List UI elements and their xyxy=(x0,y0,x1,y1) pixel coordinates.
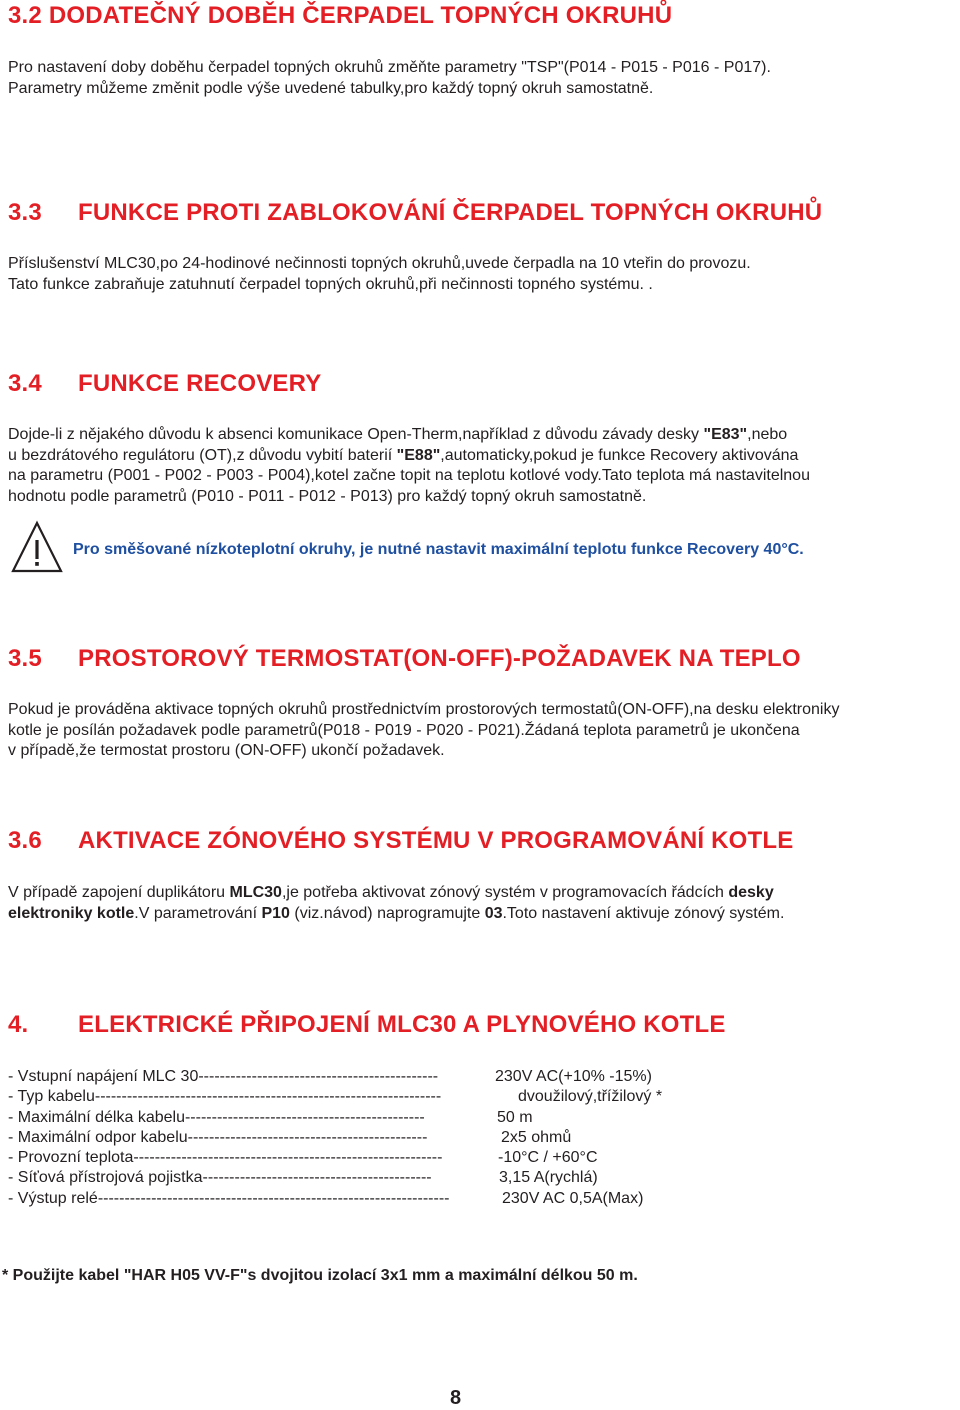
text-line: Pro nastavení doby doběhu čerpadel topných okruhů změňte parametry "TSP"(P014 - P015 - P016 - P017). xyxy=(8,59,771,76)
spec-value: 230V AC(+10% -15%) xyxy=(495,1068,652,1085)
text-line: Pokud je prováděna aktivace topných okruhů prostřednictvím prostorových termostatů(ON-OFF),na desku elektroniky xyxy=(8,701,840,718)
section-3-4-text xyxy=(8,425,810,507)
text-line: kotle je posílán požadavek podle parametrů(P018 - P019 - P020 - P021).Žádaná teplota parametrů je ukončena xyxy=(8,721,800,739)
section-3-5-heading xyxy=(8,645,801,673)
text-line: v případě,že termostat prostoru (ON-OFF) ukončí požadavek. xyxy=(8,742,445,759)
section-3-6-heading xyxy=(8,827,793,855)
spec-row-max-resistance xyxy=(8,1128,708,1148)
section-title: AKTIVACE ZÓNOVÉHO SYSTÉMU V PROGRAMOVÁNÍ KOTLE xyxy=(78,827,794,854)
spec-value: -10°C / +60°C xyxy=(498,1149,598,1167)
error-code-e83: "E83" xyxy=(703,426,748,443)
warning-triangle-icon xyxy=(10,520,64,574)
section-number: 3.4 xyxy=(8,370,42,397)
section-title: ELEKTRICKÉ PŘIPOJENÍ MLC30 A PLYNOVÉHO KOTLE xyxy=(78,1011,726,1038)
section-3-5-text xyxy=(8,700,839,762)
text-line: elektroniky kotle.V parametrování P10 (viz.návod) naprogramujte 03.Toto nastavení aktivuje zónový systém. xyxy=(8,904,785,922)
text-line: hodnotu podle parametrů (P010 - P011 - P012 - P013) pro každý topný okruh samostatně. xyxy=(8,487,647,505)
section-3-3-heading xyxy=(8,199,822,227)
section-title: FUNKCE RECOVERY xyxy=(78,370,322,397)
spec-row-relay-output xyxy=(8,1189,708,1209)
spec-row-supply xyxy=(8,1067,708,1087)
spec-label: - Maximální odpor kabelu--------------------------------------------- xyxy=(8,1128,428,1146)
spec-label: - Vstupní napájení MLC 30--------------------------------------------- xyxy=(8,1068,439,1085)
section-title: FUNKCE PROTI ZABLOKOVÁNÍ ČERPADEL TOPNÝCH OKRUHŮ xyxy=(78,199,823,226)
section-3-2-text xyxy=(8,58,771,99)
text-line: Dojde-li z nějakého důvodu k absenci komunikace Open-Therm,například z důvodu závady desky "E83",nebo xyxy=(8,426,788,443)
section-3-2-heading: 3.2 DODATEČNÝ DOBĚH ČERPADEL TOPNÝCH OKRUHŮ xyxy=(8,2,673,29)
text-line: Příslušenství MLC30,po 24-hodinové nečinnosti topných okruhů,uvede čerpadla na 10 vteřin do provozu. xyxy=(8,255,751,272)
spec-value: 50 m xyxy=(497,1108,533,1126)
page-number: 8 xyxy=(450,1387,462,1409)
section-number: 3.3 xyxy=(8,199,42,226)
section-number: 4. xyxy=(8,1011,29,1038)
cable-footnote: * Použijte kabel "HAR H05 VV-F"s dvojitou izolací 3x1 mm a maximální délkou 50 m. xyxy=(2,1267,638,1284)
spec-value: 3,15 A(rychlá) xyxy=(499,1169,598,1187)
spec-label: - Provozní teplota---------------------------------------------------------- xyxy=(8,1149,443,1167)
section-number: 3.5 xyxy=(8,645,42,672)
spec-value: 230V AC 0,5A(Max) xyxy=(502,1189,644,1207)
section-title: PROSTOROVÝ TERMOSTAT(ON-OFF)-POŽADAVEK NA TEPLO xyxy=(78,645,801,672)
error-code-e88: "E88" xyxy=(396,446,441,464)
section-3-4-heading xyxy=(8,370,321,398)
spec-label: - Typ kabelu----------------------------------------------------------------- xyxy=(8,1088,442,1106)
spec-value: dvoužilový,třížilový * xyxy=(518,1088,663,1106)
text-line: na parametru (P001 - P002 - P003 - P004),kotel začne topit na teplotu kotlové vody.Tato teplota má nastavitelnou xyxy=(8,467,810,484)
section-3-3-text xyxy=(8,254,751,295)
text-line: u bezdrátového regulátoru (OT),z důvodu vybití baterií "E88",automaticky,pokud je funkce Recovery aktivována xyxy=(8,446,799,464)
spec-row-temperature xyxy=(8,1148,708,1168)
spec-label: - Výstup relé------------------------------------------------------------------ xyxy=(8,1189,450,1207)
spec-row-fuse xyxy=(8,1168,708,1188)
spec-label: - Maximální délka kabelu--------------------------------------------- xyxy=(8,1108,425,1126)
section-number: 3.6 xyxy=(8,827,42,854)
recovery-warning-text: Pro směšované nízkoteplotní okruhy, je nutné nastavit maximální teplotu funkce Recovery 40°C. xyxy=(73,541,804,558)
text-line: Parametry můžeme změnit podle výše uvedené tabulky,pro každý topný okruh samostatně. xyxy=(8,79,654,97)
spec-label: - Síťová přístrojová pojistka------------------------------------------- xyxy=(8,1169,432,1187)
spec-value: 2x5 ohmů xyxy=(501,1128,572,1146)
spec-row-max-length xyxy=(8,1108,708,1128)
spec-row-cable-type xyxy=(8,1087,708,1107)
section-4-heading xyxy=(8,1011,726,1039)
section-3-6-text xyxy=(8,883,784,924)
text-line: V případě zapojení duplikátoru MLC30,je potřeba aktivovat zónový systém v programovacích řádcích desky xyxy=(8,884,774,901)
electrical-spec-list xyxy=(8,1067,708,1209)
text-line: Tato funkce zabraňuje zatuhnutí čerpadel topných okruhů,při nečinnosti topného systému. . xyxy=(8,275,653,293)
